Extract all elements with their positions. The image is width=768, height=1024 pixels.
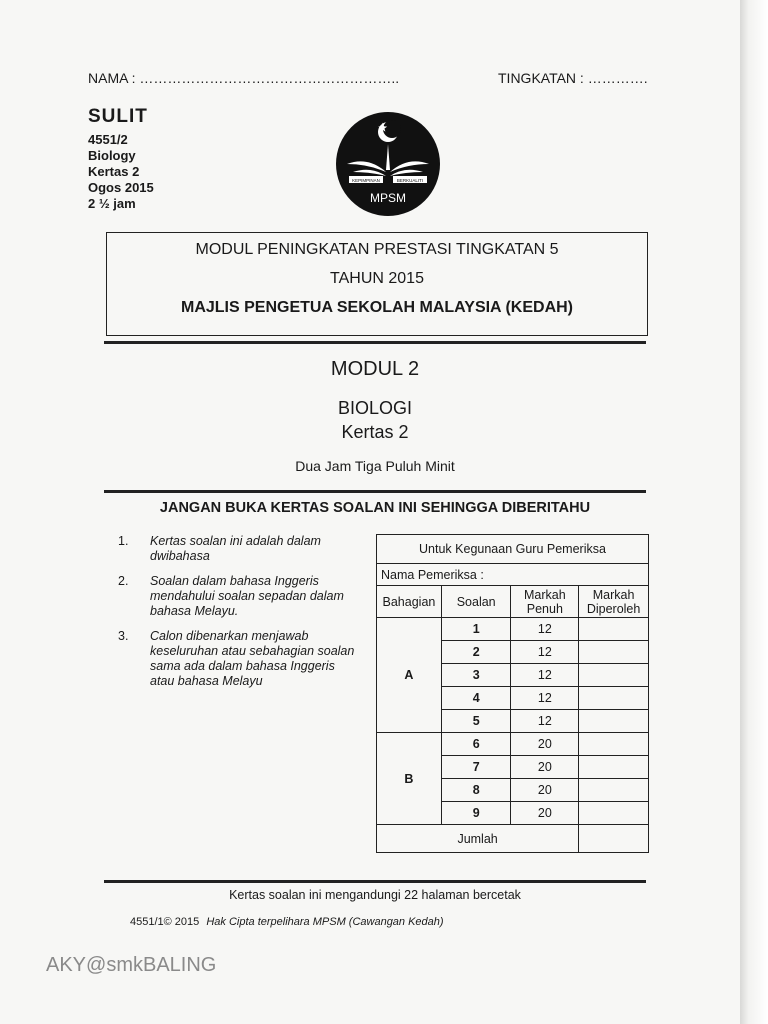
paper-code: 4551/2 xyxy=(88,132,128,147)
copyright-code: 4551/1© 2015 xyxy=(130,916,200,928)
title-box xyxy=(106,232,648,336)
warning-text: JANGAN BUKA KERTAS SOALAN INI SEHINGGA DIBERITAHU xyxy=(159,500,591,516)
page-edge xyxy=(740,0,768,1024)
module-time: Dua Jam Tiga Puluh Minit xyxy=(295,458,455,474)
paper-number: Kertas 2 xyxy=(88,164,140,179)
title-line-3: MAJLIS PENGETUA SEKOLAH MALAYSIA (KEDAH) xyxy=(180,299,574,316)
section-b-cell: B xyxy=(377,733,442,825)
obtained-mark-cell[interactable] xyxy=(579,710,649,733)
col-header-question: Soalan xyxy=(441,586,511,618)
paper-date: Ogos 2015 xyxy=(88,180,154,195)
obtained-mark-cell[interactable] xyxy=(579,641,649,664)
col-header-obtained-marks: Markah Diperoleh xyxy=(579,586,649,618)
examiner-name-label: Nama Pemeriksa : xyxy=(377,564,649,586)
obtained-mark-cell[interactable] xyxy=(579,733,649,756)
logo-motto-left: KEPIMPINAN xyxy=(352,178,380,183)
table-row: 4 12 xyxy=(377,687,649,710)
watermark-text: AKY@smkBALING xyxy=(46,954,217,976)
divider xyxy=(104,490,646,493)
obtained-mark-cell[interactable] xyxy=(579,756,649,779)
logo-motto-right: BERKUALITI xyxy=(396,178,424,183)
obtained-mark-cell[interactable] xyxy=(579,779,649,802)
table-row: B 6 20 xyxy=(377,733,649,756)
instruction-item: 3. Calon dibenarkan menjawab keseluruhan atau sebahagian soalan sama ada dalam bahasa Inggeris atau bahasa Melayu xyxy=(118,629,355,688)
title-line-2: TAHUN 2015 xyxy=(330,270,424,287)
obtained-mark-cell[interactable] xyxy=(579,687,649,710)
table-row: 9 20 xyxy=(377,802,649,825)
title-line-1: MODUL PENINGKATAN PRESTASI TINGKATAN 5 xyxy=(195,241,559,258)
obtained-mark-cell[interactable] xyxy=(579,664,649,687)
total-label: Jumlah xyxy=(377,825,579,853)
marks-table-title: Untuk Kegunaan Guru Pemeriksa xyxy=(377,535,649,564)
module-name: MODUL 2 xyxy=(330,358,420,380)
instruction-item: 1. Kertas soalan ini adalah dalam dwibahasa xyxy=(118,534,321,563)
module-subject: BIOLOGI xyxy=(337,398,413,418)
table-row: 3 12 xyxy=(377,664,649,687)
logo-text: MPSM xyxy=(370,191,406,205)
copyright-line xyxy=(130,916,444,928)
copyright-text: Hak Cipta terpelihara MPSM (Cawangan Kedah) xyxy=(206,916,444,928)
mpsm-logo xyxy=(333,112,443,216)
sulit-label: SULIT xyxy=(88,106,148,127)
obtained-mark-cell[interactable] xyxy=(579,802,649,825)
total-mark-cell[interactable] xyxy=(579,825,649,853)
section-a-cell: A xyxy=(377,618,442,733)
col-header-section: Bahagian xyxy=(377,586,442,618)
name-field-label: NAMA : ……………………………………………….. xyxy=(88,70,400,86)
paper-subject: Biology xyxy=(88,148,136,163)
table-row: 7 20 xyxy=(377,756,649,779)
marks-table xyxy=(376,534,649,853)
divider xyxy=(104,880,646,883)
form-field-label: TINGKATAN : …………. xyxy=(498,70,648,86)
obtained-mark-cell[interactable] xyxy=(579,618,649,641)
table-row: 2 12 xyxy=(377,641,649,664)
page-count-text: Kertas soalan ini mengandungi 22 halaman bercetak xyxy=(229,888,521,902)
module-paper: Kertas 2 xyxy=(341,422,409,442)
paper-duration: 2 ½ jam xyxy=(88,196,136,211)
instruction-item: 2. Soalan dalam bahasa Inggeris mendahului soalan sepadan dalam bahasa Melayu. xyxy=(118,574,344,618)
table-row: A 1 12 xyxy=(377,618,649,641)
table-row: 8 20 xyxy=(377,779,649,802)
col-header-full-marks: Markah Penuh xyxy=(511,586,579,618)
table-row: 5 12 xyxy=(377,710,649,733)
divider xyxy=(104,341,646,344)
paper-meta xyxy=(88,132,154,212)
instructions-list xyxy=(118,534,358,699)
